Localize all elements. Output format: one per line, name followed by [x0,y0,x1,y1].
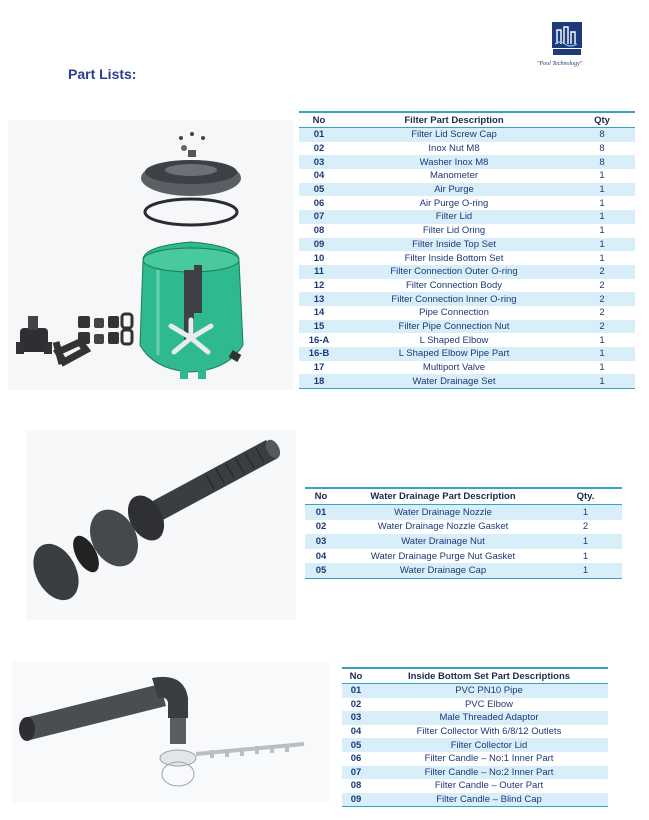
table-row [299,279,635,293]
part-description: Filter Candle – Blind Cap [370,793,608,807]
part-no: 16-A [308,334,330,346]
table-header-row [342,668,608,684]
part-description: PVC Elbow [464,698,514,710]
part-no: 05 [299,183,339,197]
part-no: 02 [313,143,325,155]
filter-parts-table [299,111,635,389]
part-no: 05 [342,738,370,752]
header-description: Filter Part Description [339,112,569,128]
part-qty: 1 [599,225,605,237]
part-no: 15 [299,320,339,334]
part-no: 07 [342,766,370,780]
table-row [299,265,635,279]
table-row [342,793,608,807]
part-no: 13 [299,292,339,306]
threaded-adaptor-drawing [170,718,186,744]
table-row [299,347,635,361]
table-row [299,196,635,210]
part-qty: 2 [599,307,605,319]
header-no: No [305,488,337,505]
table-row [299,155,635,169]
table-row [305,563,622,578]
table-row [342,725,608,739]
part-description: Washer Inox M8 [339,155,569,169]
table-row [342,711,608,725]
part-description: Manometer [429,170,479,182]
water-drainage-diagram [26,430,296,620]
table-row [299,210,635,224]
part-no: 02 [350,698,362,710]
part-description: Water Drainage Nozzle [337,505,549,520]
table-row [342,779,608,793]
table-header-row [305,488,622,505]
part-qty: 1 [599,170,605,182]
part-qty: 2 [569,320,635,334]
part-no: 01 [305,505,337,520]
header-no: No [299,112,339,128]
part-description: Water Drainage Purge Nut Gasket [370,550,516,562]
part-no: 11 [299,265,339,279]
part-no: 09 [342,793,370,807]
part-no: 10 [313,252,325,264]
part-no: 14 [313,307,325,319]
table-row [299,320,635,334]
header-qty: Qty [569,112,635,128]
table-row [305,534,622,549]
inside-bottom-set-diagram [12,662,330,802]
part-description: Filter Connection Outer O-ring [339,265,569,279]
part-no: 04 [313,170,325,182]
part-no: 12 [313,279,325,291]
part-qty: 1 [599,197,605,209]
part-qty: 1 [599,252,605,264]
part-no: 09 [299,238,339,252]
part-qty: 1 [549,534,622,549]
part-no: 06 [350,753,362,765]
filter-exploded-diagram [8,120,293,390]
table-row [305,505,622,520]
table-row [299,169,635,183]
part-description: Filter Candle – No:1 Inner Part [424,753,554,765]
part-description: Filter Inside Top Set [339,238,569,252]
part-qty: 1 [599,362,605,374]
table-row [299,238,635,252]
part-qty: 2 [569,265,635,279]
part-qty: 1 [549,563,622,578]
part-no: 01 [299,128,339,142]
part-description: Water Drainage Cap [337,563,549,578]
part-description: Filter Connection Inner O-ring [339,292,569,306]
part-no: 16-B [299,347,339,361]
table-row [299,361,635,375]
part-no: 17 [313,362,325,374]
header-description: Inside Bottom Set Part Descriptions [370,668,608,684]
part-qty: 1 [569,210,635,224]
part-description: Filter Collector Lid [370,738,608,752]
part-description: Filter Lid [339,210,569,224]
part-qty: 2 [582,521,589,533]
part-no: 05 [305,563,337,578]
part-no: 03 [305,534,337,549]
part-description: Filter Collector With 6/8/12 Outlets [416,726,562,738]
table-header-row [299,112,635,128]
part-description: L Shaped Elbow [419,334,489,346]
part-description: Filter Pipe Connection Nut [339,320,569,334]
page-title: Part Lists: [68,66,137,82]
table-row [299,374,635,388]
table-row [305,549,622,564]
part-qty: 8 [569,155,635,169]
part-qty: 1 [549,505,622,520]
table-row [342,766,608,780]
part-no: 04 [315,550,327,562]
part-qty: 1 [569,374,635,388]
table-row [299,306,635,320]
logo-tagline: "Pool Technology" [537,61,583,67]
part-description: PVC PN10 Pipe [370,684,608,698]
part-description: Air Purge O-ring [419,197,489,209]
part-qty: 8 [569,128,635,142]
part-description: Pipe Connection [419,307,489,319]
part-qty: 2 [599,279,605,291]
part-description: L Shaped Elbow Pipe Part [339,347,569,361]
part-qty: 1 [569,347,635,361]
part-description: Filter Connection Body [405,279,503,291]
part-no: 03 [342,711,370,725]
table-row [299,142,635,156]
part-qty: 1 [569,238,635,252]
table-row [299,128,635,142]
part-description: Filter Inside Bottom Set [404,252,504,264]
water-drainage-parts-table [305,487,622,579]
filter-tank-drawing [140,242,243,379]
part-description: Air Purge [339,183,569,197]
gemas-logo [552,22,582,56]
part-description: Filter Lid Screw Cap [339,128,569,142]
table-row [305,520,622,535]
table-row [299,183,635,197]
part-no: 01 [342,684,370,698]
part-description: Filter Lid Oring [422,225,486,237]
filter-lid-drawing [141,160,241,196]
part-no: 07 [299,210,339,224]
part-no: 08 [313,225,325,237]
part-description: Filter Candle – Outer Part [434,780,544,792]
part-description: Filter Candle – No:2 Inner Part [370,766,608,780]
part-no: 08 [350,780,362,792]
table-row [299,292,635,306]
table-row [342,738,608,752]
part-description: Multiport Valve [422,362,486,374]
part-qty: 2 [569,292,635,306]
part-no: 03 [299,155,339,169]
table-row [299,224,635,238]
table-row [299,333,635,347]
part-no: 06 [313,197,325,209]
table-row [342,698,608,712]
part-qty: 1 [599,334,605,346]
table-row [342,752,608,766]
table-row [299,251,635,265]
part-no: 02 [315,521,327,533]
part-no: 18 [299,374,339,388]
part-qty: 1 [582,550,589,562]
part-description: Water Drainage Nut [337,534,549,549]
header-qty: Qty. [549,488,622,505]
table-row [342,684,608,698]
part-description: Inox Nut M8 [428,143,480,155]
part-description: Water Drainage Set [339,374,569,388]
part-description: Water Drainage Nozzle Gasket [377,521,509,533]
header-description: Water Drainage Part Description [337,488,549,505]
part-qty: 8 [599,143,605,155]
inside-bottom-set-parts-table [342,667,608,807]
header-no: No [342,668,370,684]
part-qty: 1 [569,183,635,197]
part-description: Male Threaded Adaptor [370,711,608,725]
part-no: 04 [350,726,362,738]
